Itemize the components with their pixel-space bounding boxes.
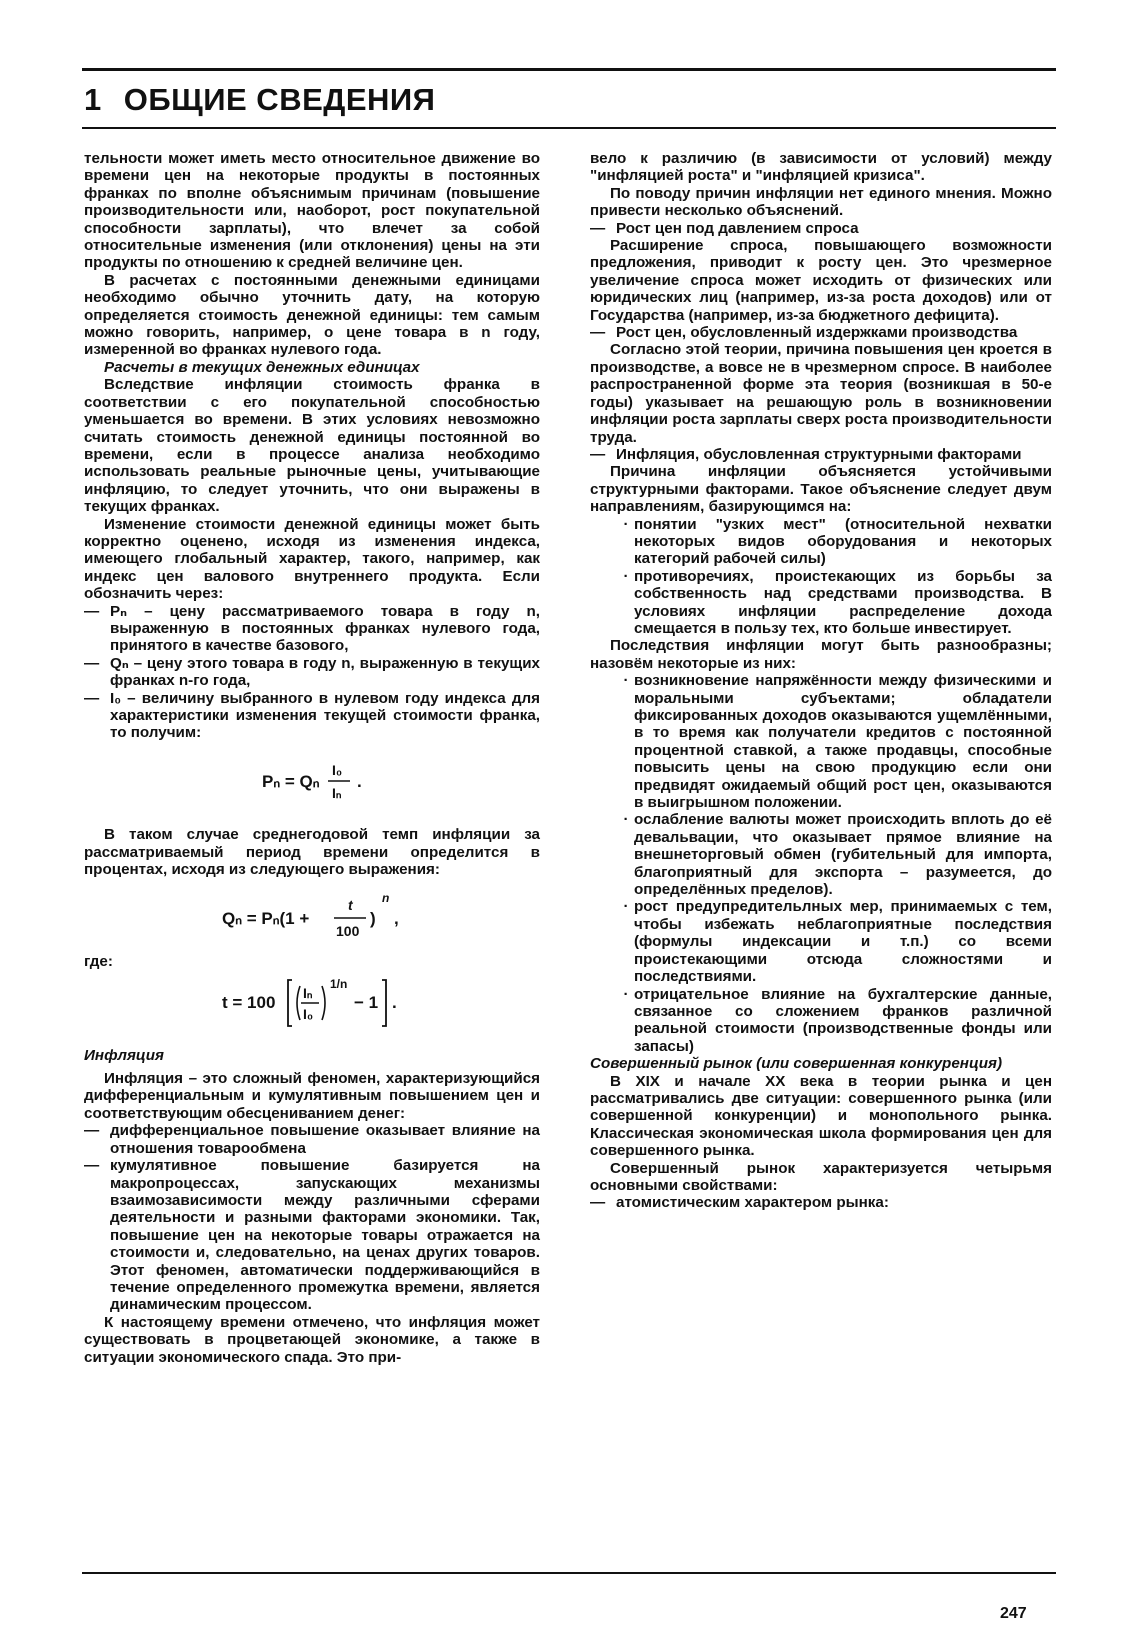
paragraph: Причина инфляции объясняется устойчивыми структурными факторами. Такое объяснение следует двум направлениям, базирующимся на: (590, 463, 1052, 516)
formula-close: ) (370, 909, 376, 929)
dash-item-text: дифференциальное повышение оказывает влияние на отношения товарообмена (110, 1122, 540, 1157)
formula-denominator: Iₙ (332, 784, 342, 801)
formula-rate (84, 970, 540, 1038)
paragraph: В таком случае среднегодовой темп инфляции за рассматриваемый период времени определится в процентах, исходя из следующего выражения: (84, 826, 540, 879)
formula-end: , (394, 909, 399, 929)
dash-item (84, 655, 540, 690)
dash-item (84, 603, 540, 655)
dash-marker: — (84, 654, 100, 672)
bullet-marker: · (623, 898, 629, 916)
dash-marker: — (84, 602, 100, 620)
bullet-item-text: ослабление валюты может происходить вплоть до её девальвации, что оказывает прямое влияние на внешнеторговый обмен (губительный для импорта, благоприятный для экспорта – разумеется, до определённых пределов). (634, 811, 1052, 899)
bullet-item (590, 898, 1052, 985)
left-column (84, 150, 540, 1366)
dash-marker: — (590, 1194, 606, 1212)
paragraph: Совершенный рынок характеризуется четырьмя основными свойствами: (590, 1159, 1052, 1194)
subheading: Совершенный рынок (или совершенная конкуренция) (590, 1055, 1003, 1073)
dash-item-text: I₀ – величину выбранного в нулевом году индекса для характеристики изменения текущей стоимости франка, то получим: (110, 689, 540, 742)
formula-lhs: Qₙ = Pₙ(1 + (222, 909, 310, 929)
bullet-item (590, 672, 1052, 811)
paragraph: Вследствие инфляции стоимость франка в соответствии с его покупательной способностью уменьшается во времени. В этих условиях невозможно считать стоимость денежной единицы постоянной во времени, если в процессе анализа необходимо использовать реальные рыночные цены, учитывающие инфляцию, то следует уточнить, что они выражены в текущих франках. (84, 376, 540, 516)
dash-item (84, 1157, 540, 1314)
bullet-item-text: отрицательное влияние на бухгалтерские данные, связанное со сложением франков различной реальной стоимости (производственные фонды или запасы) (634, 985, 1052, 1055)
chapter-number: 1 (84, 82, 102, 117)
formula-exponent: 1/n (330, 977, 348, 992)
formula-price (84, 756, 540, 812)
dash-item-text: Qₙ – цену этого товара в году n, выраженную в текущих франках n-го года, (110, 654, 540, 690)
bullet-item (590, 568, 1052, 638)
bullet-item-text: рост предупредительлных мер, принимаемых с тем, чтобы избежать неблагоприятные последствия (формулы индексации и т.п.) со всеми проистекающими отсюда сложностями и последствиями. (634, 898, 1052, 986)
formula-end: . (392, 993, 397, 1013)
paragraph: По поводу причин инфляции нет единого мнения. Можно привести несколько объяснений. (590, 184, 1052, 220)
bullet-marker: · (623, 985, 629, 1003)
paragraph: тельности может иметь место относительное движение во времени цен на некоторые продукты в постоянных франках по вполне объяснимым причинам (повышение производительности или, наоборот, рост покупательной способности зарплаты), что влечет за собой относительные изменения (или отклонения) цены на эти продукты по отношению к средней величине цен. (84, 150, 540, 272)
paragraph: Расширение спроса, повышающего возможности предложения, приводит к росту цен. Это чрезмерное увеличение спроса может исходить от физических или юридических лиц (например, из-за роста доходов) или от Государства (например, из-за бюджетного дефицита). (590, 237, 1052, 324)
dash-item (590, 220, 1052, 237)
bullet-marker: · (623, 515, 629, 533)
dash-item (590, 446, 1052, 463)
page-number: 247 (1000, 1605, 1027, 1622)
dash-marker: — (84, 1157, 100, 1175)
formula-numerator: Iₙ (303, 985, 313, 1002)
subheading: Инфляция (84, 1046, 164, 1064)
bullet-item-text: противоречиях, проистекающих из борьбы за собственность над средствами производства. В условиях инфляции распределение дохода смещается в пользу тех, кто больше инвестирует. (634, 567, 1052, 637)
paragraph: вело к различию (в зависимости от условий) между "инфляцией роста" и "инфляцией кризиса". (590, 150, 1052, 185)
paragraph: Согласно этой теории, причина повышения цен кроется в производстве, а вовсе не в чрезмерном спросе. В наиболее распространенной форме эта теория (возникшая в 50-е годы) указывает на решающую роль в возникновении инфляции роста зарплаты сверх роста производительности труда. (590, 341, 1052, 446)
paragraph: Изменение стоимости денежной единицы может быть корректно оценено, исходя из изменения индекса, имеющего глобальный характер, такого, например, как индекс цен валового внутреннего продукта. Если обозначить через: (84, 515, 540, 603)
formula-numerator: t (348, 897, 353, 914)
chapter-heading (84, 82, 435, 118)
dash-item-text: Инфляция, обусловленная структурными факторами (616, 445, 1022, 463)
formula-lhs: Pₙ = Qₙ (262, 771, 320, 791)
bullet-item (590, 516, 1052, 568)
dash-item (590, 1194, 1052, 1211)
paragraph: К настоящему времени отмечено, что инфляция может существовать в процветающей экономике, а также в ситуации экономического спада. Это при- (84, 1313, 540, 1366)
bullet-marker: · (623, 567, 629, 585)
dash-item (84, 1122, 540, 1157)
bullet-marker: · (623, 672, 629, 690)
formula-denominator: I₀ (303, 1006, 314, 1023)
dash-marker: — (590, 324, 606, 342)
bullet-item-text: возникновение напряжённости между физическими и моральными субъектами; обладатели фиксированных доходов оказываются ущемлёнными, в то время как получатели кредитов с постоянной процентной ставкой, а также продавцы, способные повысить цены на свою продукцию если они предвидят ожидаемый общий рост цен, оказываются в выигрышном положении. (634, 672, 1052, 812)
right-column (590, 150, 1052, 1212)
heading-underline (82, 127, 1056, 129)
dash-marker: — (84, 1122, 100, 1140)
paragraph: В XIX и начале XX века в теории рынка и цен рассматривались две ситуации: совершенного рынка (или совершенной конкуренции) и монопольного рынка. Классическая экономическая школа формирования цен для совершенного рынка. (590, 1072, 1052, 1160)
formula-denominator: 100 (336, 923, 360, 940)
paragraph: Последствия инфляции могут быть разнообразны; назовём некоторые из них: (590, 637, 1052, 672)
footer-rule (82, 1572, 1056, 1574)
dash-item (84, 690, 540, 742)
paragraph: В расчетах с постоянными денежными единицами необходимо обычно уточнить дату, на которую определяется стоимость денежной единицы: тем самым можно говорить, например, о цене товара в n году, измеренной во франках нулевого года. (84, 271, 540, 359)
where-label: где: (84, 952, 113, 970)
paragraph: Инфляция – это сложный феномен, характеризующийся дифференциальным и кумулятивным повышением цен и соответствующим обесцениванием денег: (84, 1070, 540, 1122)
dash-item-text: атомистическим характером рынка: (616, 1194, 889, 1212)
subheading: Расчеты в текущих денежных единицах (104, 358, 420, 376)
dash-marker: — (590, 219, 606, 237)
dash-item-text: Рост цен под давлением спроса (616, 219, 859, 237)
bullet-item (590, 811, 1052, 898)
formula-lhs: t = 100 (222, 993, 276, 1013)
dash-item (590, 324, 1052, 341)
dash-marker: — (590, 445, 606, 463)
formula-end: . (357, 771, 362, 791)
top-rule (82, 68, 1056, 71)
formula-growth (84, 888, 540, 948)
bullet-item (590, 986, 1052, 1056)
dash-marker: — (84, 689, 100, 707)
dash-item-text: Рост цен, обусловленный издержками производства (616, 324, 1018, 342)
formula-numerator: I₀ (332, 761, 343, 778)
dash-item-text: Pₙ – цену рассматриваемого товара в году n, выраженную в постоянных франках нулевого года, принятого в качестве базового, (110, 602, 540, 655)
bullet-item-text: понятии "узких мест" (относительной нехватки некоторых видов оборудования и некоторых категорий рабочей силы) (634, 515, 1052, 568)
dash-item-text: кумулятивное повышение базируется на макропроцессах, запускающих механизмы взаимозависимости между различными сферами деятельности и разными факторами экономики. Так, повышение цен на некоторые товары отражается на стоимости и, следовательно, на ценах других товаров. Этот феномен, автоматически поддерживающийся в течение определенного промежутка времени, является динамическим процессом. (110, 1157, 540, 1314)
bullet-marker: · (623, 811, 629, 829)
formula-exponent: n (382, 891, 390, 906)
formula-minus: − 1 (354, 993, 379, 1013)
chapter-title: ОБЩИЕ СВЕДЕНИЯ (123, 82, 436, 117)
